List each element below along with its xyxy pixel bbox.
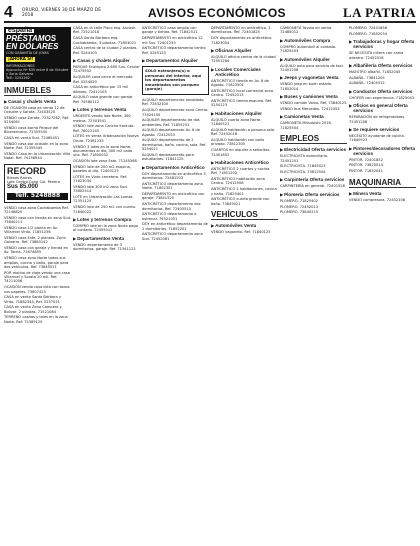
triangle-bullet-icon: ▶: [280, 56, 284, 62]
classified-ad-text: ELECTRICISTA. 71845023: [280, 164, 326, 169]
classified-ad-text: CASA Santa Bárbara esq. Cochabamba, 3 plantas. 71853021: [73, 36, 137, 45]
subcategory-heading: [349, 63, 416, 68]
classified-ad-text: VENDO casa 1/2 planta en Av. Villarroel Vinto. 71851256: [4, 225, 58, 235]
paper-name: LA PATRIA: [343, 5, 416, 20]
classified-ad-text: ALBAÑIL. 73841205: [349, 75, 385, 80]
classified-ad-text: ANTICRÉTICO casa amplia con garaje y tienda. Ref. 71842511: [142, 26, 198, 35]
subcategory-heading: [349, 39, 416, 49]
classified-ad-text: CAMIONETA Mitsubishi 2016. 71825504: [280, 121, 332, 130]
classified-ad-text: VENDO casa con garaje y tienda en Av. Tacna. 71874855: [4, 246, 68, 255]
classified-ad-text: ANTICRÉTICO departamento a estrenar. 74521051: [142, 212, 197, 221]
category-heading: INMUEBLES: [4, 86, 71, 96]
ad-address: Ayacucho Nº 635 entre 6 de Octubre y Soria Galvarro: [6, 67, 69, 76]
subcategory-label: Plomería Oferta servicios: [284, 191, 340, 197]
triangle-bullet-icon: ▶: [73, 216, 77, 222]
subcategory-label: Locales Comerciales Anticrético: [215, 66, 261, 77]
classified-column: [142, 26, 209, 541]
espana-loan-ad: [4, 27, 71, 82]
triangle-bullet-icon: ▶: [280, 191, 284, 197]
subcategory-heading: [73, 58, 140, 63]
classified-ad-text: VENDO compresora. 72452108: [349, 197, 406, 202]
classified-ad-text: PINTOR. 71852041: [349, 169, 383, 174]
subcategory-heading: [280, 192, 347, 197]
subcategory-heading: [349, 127, 416, 132]
classified-ad-text: VENDO lote 300 m2 zona Sud. 73802514: [73, 184, 128, 194]
classified-ad-text: VENDO casa zona Norte todos sus amplios, cocina y baño, garaje para dos vehículos. Ref. 73845521: [4, 256, 69, 269]
classified-ad-text: COMPRO automóvil al contado. 71825403: [280, 44, 337, 54]
ad-info: INFORMACIONES: [6, 63, 35, 68]
subcategory-label: Conductor Oferta servicios: [353, 88, 413, 94]
triangle-bullet-icon: ▶: [4, 98, 8, 104]
subcategory-label: Automóviles Venta: [215, 223, 257, 229]
category-heading: VEHÍCULOS: [211, 210, 278, 220]
ad-badge: ¡AHORA SÍ!: [8, 56, 34, 62]
classified-ad-text: ALQUILO casa grande con garaje. Ref. 74580112: [73, 95, 134, 104]
classified-ad-text: VENDO casa barrio Parque del Bicentenario. 72355545: [4, 126, 59, 135]
subcategory-heading: [280, 114, 347, 119]
classified-columns: [4, 26, 416, 541]
subcategory-label: Habitaciones Anticrético: [215, 159, 269, 165]
classified-ad-text: VENDO lote zona Cancha Kantuta. Ref. 76012145: [73, 124, 135, 133]
subcategory-heading: [280, 57, 347, 62]
subcategory-heading: [280, 147, 347, 152]
triangle-bullet-icon: ▶: [349, 88, 353, 94]
classified-ad-text: ANTICRÉTICO tienda esquina. Ref. 5254123: [211, 98, 273, 108]
subcategory-heading: [211, 160, 278, 165]
classified-ad-text: ALQUILO departamento para estudiantes. 71841125: [142, 152, 194, 162]
subcategory-heading: [73, 236, 140, 241]
record-logo: RECORD: [7, 165, 47, 176]
category-heading: MAQUINARIA: [349, 178, 416, 188]
subcategory-heading: [280, 94, 347, 99]
classified-ad-text: VENDO casa zona Cochabamba Ref. 72148820: [4, 205, 69, 214]
triangle-bullet-icon: ▶: [349, 62, 353, 68]
classified-ad-text: ANTICRÉTICO departamento centro Ref. 5245123: [142, 46, 206, 55]
subcategory-label: Casas y chalets Venta: [8, 98, 57, 104]
classified-ad-text: ALQUILO departamento Av. 6 de Agosto. 72412053: [142, 128, 200, 137]
record-realestate-ad: [4, 164, 71, 203]
classified-ad-text: NECESITO ayudante de cocina. 71840523: [349, 133, 405, 143]
page-number: 4: [4, 4, 13, 21]
classified-ad-text: CASA centro de la ciudad 2 plantas. Ref. 5244103: [73, 46, 138, 55]
classified-ad-text: CASA en la calle Pisco esq. Ancash. Ref. 72521018: [73, 26, 137, 35]
triangle-bullet-icon: ▶: [73, 58, 77, 64]
subcategory-label: Albañilería Oferta servicios: [353, 62, 413, 68]
classified-ad-text: ALQUILO habitación a persona sola. Ref. 72452018: [211, 127, 276, 137]
classified-ad-text: DOY departamento en anticrético. 71823054: [211, 36, 273, 45]
subcategory-label: Lotes y terrenos Compra: [77, 216, 132, 222]
triangle-bullet-icon: ▶: [280, 94, 284, 100]
subcategory-label: Pintores/decoradores Oferta servicios: [353, 145, 416, 156]
triangle-bullet-icon: ▶: [349, 190, 353, 196]
classified-ad-text: DEPARTAMENTO en anticrético con garaje. 73841520: [142, 191, 205, 201]
classified-ad-text: VENDO camión Volvo. Ref. 73840125: [280, 101, 347, 106]
classified-ad-text: VENDO bus Mercedes. 72412053: [280, 106, 340, 111]
section-title: AVISOS ECONÓMICOS: [148, 6, 286, 20]
classified-ad-text: VENDO vagoneta. Ref. 71840125: [211, 230, 271, 235]
classified-ad-text: ALQUILO habitación con baño privado. 73812305: [211, 137, 265, 147]
classified-ad-text: VENDO departamento de 3 dormitorios, garaje. Ref. 71541122: [73, 242, 136, 252]
classified-ad-text: VENDO casa con tienda en zona Sud. 73840211: [4, 215, 71, 225]
classified-ad-text: ANTICRÉTICO departamento dos dormitorios. Ref. 72405513: [142, 202, 201, 211]
classified-ad-text: CASA en anticrético por 15 mil dólares. 72412105: [73, 85, 129, 94]
subcategory-heading: [73, 107, 140, 112]
subcategory-heading: [280, 177, 347, 182]
classified-ad-text: ALQUILO departamento amoblado. Ref. 72452100: [142, 98, 205, 107]
classified-ad-text: VENDO casa Zarate. 72327262, Ref. 5254061: [4, 115, 70, 125]
classified-ad-text: POR motivo de viaje vendo una casa Villarroel y Sorata 20 mil. Ref. 74211056: [4, 270, 70, 284]
triangle-bullet-icon: ▶: [211, 159, 215, 165]
subcategory-label: Lotes y terrenos Venta: [77, 107, 127, 113]
classified-ad-text: ALBAÑIL. 72405312: [349, 81, 385, 86]
category-heading: EMPLEOS: [280, 134, 347, 144]
subcategory-heading: [280, 75, 347, 80]
classified-column: [211, 26, 278, 541]
ad-headline: PRÉSTAMOS EN DÓLARES: [6, 34, 59, 52]
classified-ad-text: ELECTRICISTA. 73812504: [280, 169, 326, 174]
subcategory-label: Departamentos Venta: [77, 235, 125, 241]
classified-column: [4, 26, 71, 541]
classified-ad-text: MAESTRO albañil. 71852045: [349, 69, 401, 74]
subcategory-heading: [211, 48, 278, 53]
subcategory-label: Habitaciones Alquiler: [215, 110, 262, 116]
classified-ad-text: ALQUILER casa cerca al mercado. Ref. 5254020: [73, 75, 134, 84]
subcategory-heading: [211, 223, 278, 228]
subcategory-label: Automóviles Alquiler: [284, 56, 330, 62]
subcategory-heading: [4, 99, 71, 104]
classified-ad-text: PLOMERO. 71852034: [349, 31, 387, 36]
triangle-bullet-icon: ▶: [280, 114, 284, 120]
classified-ad-text: ANTICRÉTICO 2 habitaciones, cocina y baño. 71825401: [211, 187, 277, 196]
classified-ad-text: LOTES en Vinto carretera. Ref. 71823034: [73, 174, 128, 184]
subcategory-label: Departamentos Anticrético: [146, 164, 205, 170]
classified-ad-text: ANTICRÉTICO cuarto grande con baño. 73845021: [211, 197, 270, 206]
classified-ad-text: COMPRO lote en la zona Norte pago al contado. 72455012: [73, 223, 138, 233]
subcategory-heading: [73, 217, 140, 222]
classified-ad-text: DOY en anticrético departamento de 2 dormitorios. 71852201: [142, 222, 208, 231]
classified-ad-text: SE NECESITA niñera con cama adentro. 72452018: [349, 51, 404, 60]
classified-ad-text: VENDO lote de 250 m2 con cuarto. 71840022: [73, 205, 136, 214]
classified-ad-text: CASA en venta Santa Bárbara y Vinto. 71882345, Ref. 5257021: [4, 295, 62, 304]
triangle-bullet-icon: ▶: [349, 39, 353, 45]
triangle-bullet-icon: ▶: [73, 235, 77, 241]
classified-ad-text: CASA en venta Zona Campero y Bolívar, 2 plantas. 71521084: [4, 305, 62, 314]
ad-subline: CON GARANTÍA DE JOYAS: [6, 51, 49, 56]
subcategory-label: Jeeps y vagonetas Venta: [284, 75, 339, 81]
page-date: ORURO, VIERNES 30 DE MARZO DE 2018: [22, 8, 102, 18]
notice-box: SOLO extranjero(s) o personas del interior, aquí los departamentos amueblados con parqueo (garaje): [142, 66, 209, 95]
subcategory-label: Departamentos Alquiler: [146, 58, 198, 64]
classified-ad-text: ALQUILER departamento de dos ambientes. Ref. 71855231: [142, 118, 200, 127]
record-phone: Telf. 5248888: [7, 193, 68, 199]
subcategory-heading: [280, 38, 347, 43]
subcategory-label: Carpintería Oferta servicios: [284, 177, 345, 183]
triangle-bullet-icon: ▶: [280, 177, 284, 183]
ad-phone: Telf.: 5252262: [6, 75, 30, 80]
classified-ad-text: DEPARTAMENTO en anticrético 12 mil Sus. 72401253: [142, 36, 203, 45]
triangle-bullet-icon: ▶: [142, 58, 146, 64]
classified-ad-text: OCASIÓN vendo casa lista con todos sus papeles. 73807423: [4, 285, 70, 294]
subcategory-heading: [349, 89, 416, 94]
classified-ad-text: VENDO casa por ocasión en la zona Norte. Ref. 72355545: [4, 141, 69, 151]
classified-ad-text: URGENTE vendo lote Norte, 360 metros. 72503541: [73, 114, 131, 123]
subcategory-heading: [349, 103, 416, 113]
triangle-bullet-icon: ▶: [73, 107, 77, 113]
classified-ad-text: ANTICRÉTICO tienda en Av. 6 de Agosto. 71823501: [211, 78, 269, 88]
subcategory-label: Camionetas Venta: [284, 114, 324, 120]
classified-ad-text: CASA en venta Sud. 72465451: [4, 136, 60, 141]
record-offer: Lote Centro Coraj Col. Pereira: [7, 179, 61, 184]
classified-ad-text: PLOMERO. 71825402: [280, 198, 318, 203]
classified-ad-text: OCASIÓN lote zona Este. 71245568: [73, 159, 137, 164]
subcategory-label: Oficios en general Oferta servicios: [353, 103, 408, 114]
classified-ad-text: CUARTOS en alquiler a señoritas. 72401852: [211, 148, 271, 157]
subcategory-heading: [142, 165, 209, 170]
subcategory-label: Buses y camiones Venta: [284, 94, 338, 100]
classified-ad-text: ALQUILO oficina centro de la ciudad. 72501284: [211, 54, 277, 64]
classified-ad-text: DOY departamento en anticrético 3 dormitorios. 72481203: [142, 171, 206, 181]
subcategory-label: Electricidad Oferta servicios: [284, 147, 347, 153]
classified-ad-text: VENDO jeep en buen estado. 71852014: [280, 82, 333, 91]
triangle-bullet-icon: ▶: [211, 66, 215, 72]
classified-ad-text: CHOFER con experiencia. 71825043: [349, 95, 415, 100]
classified-ad-text: LOTES en venta Urbanización Nueva Oruro. 72381235: [73, 134, 139, 143]
classified-ad-text: ALQUILO departamento zona Centro. 73524150: [142, 108, 209, 117]
classified-ad-text: REPARACIÓN de refrigeradores. 72451208: [349, 115, 406, 124]
classified-ad-text: PARQUE Ecológico 2.600 Sus. Celular 72479552: [73, 65, 140, 74]
subcategory-label: Oficinas Alquiler: [215, 47, 252, 53]
subcategory-heading: [142, 58, 209, 63]
classified-ad-text: PINTOR. 72401852: [349, 157, 383, 162]
subcategory-heading: [349, 146, 416, 156]
triangle-bullet-icon: ▶: [211, 47, 215, 53]
subcategory-label: Automóviles Compra: [284, 37, 331, 43]
triangle-bullet-icon: ▶: [349, 126, 353, 132]
triangle-bullet-icon: ▶: [349, 103, 353, 109]
classified-ad-text: ANTICRÉTICO 2 cuartos y cocina. Ref. 71851202: [211, 166, 271, 176]
classified-ad-text: CARPINTERÍA en general. 72401528: [280, 184, 345, 189]
subcategory-label: Trabajadoras y hogar Oferta servicios: [353, 39, 415, 50]
page-header: [4, 5, 416, 23]
subcategory-heading: [211, 67, 278, 77]
classified-ad-text: ALQUILO auto para servicio de taxi. 72401258: [280, 63, 344, 73]
classified-ad-text: DEPARTAMENTO en anticrético, 3 dormitorios. Ref. 72401825: [211, 26, 271, 35]
espana-logo: españa: [8, 27, 33, 34]
classified-ad-text: TERRENO casitas y lotes en la zona Norte. Ref. 72389120: [4, 315, 68, 324]
classified-ad-text: VENDO Casa en la Urbanización Villa Natal. Ref. 74158944: [4, 151, 71, 161]
triangle-bullet-icon: ▶: [211, 223, 215, 229]
classified-ad-text: PINTOR. 73825014: [349, 163, 383, 168]
classified-ad-text: LOTE en Urbanización Las Lomas. 72351125: [73, 195, 134, 204]
triangle-bullet-icon: ▶: [280, 75, 284, 81]
classified-ad-text: ANTICRÉTICO habitación zona Centro. 72412508: [211, 177, 265, 186]
classified-ad-text: ANTICRÉTICO local comercial zona Centro. 72452013: [211, 88, 274, 98]
classified-ad-text: VENDO casa Este, 2 plantas. Zona Galvarro, Ref. 73880142: [4, 235, 66, 245]
record-line: Bienes Raíces: [7, 175, 32, 180]
subcategory-label: Se requiere servicios: [353, 126, 400, 132]
classified-ad-text: PLOMERO. 73840215: [280, 210, 318, 215]
classified-ad-text: VENDO 3 lotes en la zona Norte, documentos al día, 300 m2 cada uno. Ref. 71850032: [73, 144, 133, 158]
record-price: Sus 85.000: [7, 184, 39, 191]
classified-ad-text: ANTICRÉTICO departamento zona Norte. 71802351: [142, 181, 203, 191]
triangle-bullet-icon: ▶: [280, 37, 284, 43]
classified-ad-text: ANTICRÉTICO departamento zona Sud. 72452081: [142, 232, 203, 241]
classified-column: [349, 26, 416, 541]
triangle-bullet-icon: ▶: [280, 147, 284, 153]
triangle-bullet-icon: ▶: [142, 164, 146, 170]
classified-ad-text: VENDO lote de 200 m2 esquina, papeles al día. 72400125: [73, 164, 131, 174]
classified-ad-text: ELECTRICISTA domiciliario. 72451201: [280, 154, 329, 163]
classified-column: [280, 26, 347, 541]
classified-ad-text: CAMIONETA Toyota en venta. 72485012: [280, 26, 333, 35]
classified-ad-text: DE OCASIÓN casa en venta 12 de Octubre y Sorata. 72403520: [4, 105, 65, 115]
subcategory-label: Casas y chalets Alquiler: [77, 58, 130, 64]
classified-ad-text: ALQUILO departamento de 2 dormitorios, baño, cocina, sala. Ref. 5254021: [142, 138, 207, 152]
triangle-bullet-icon: ▶: [349, 145, 353, 151]
classified-column: [73, 26, 140, 541]
subcategory-heading: [349, 191, 416, 196]
classified-ad-text: PLOMERO. 72401856: [349, 26, 387, 30]
triangle-bullet-icon: ▶: [211, 110, 215, 116]
subcategory-label: Minera Venta: [353, 190, 382, 196]
classified-ad-text: ALQUILO cuarto zona Norte. 71840521: [211, 117, 262, 127]
classified-ad-text: PLOMERO. 72452013: [280, 204, 318, 209]
subcategory-heading: [211, 111, 278, 116]
